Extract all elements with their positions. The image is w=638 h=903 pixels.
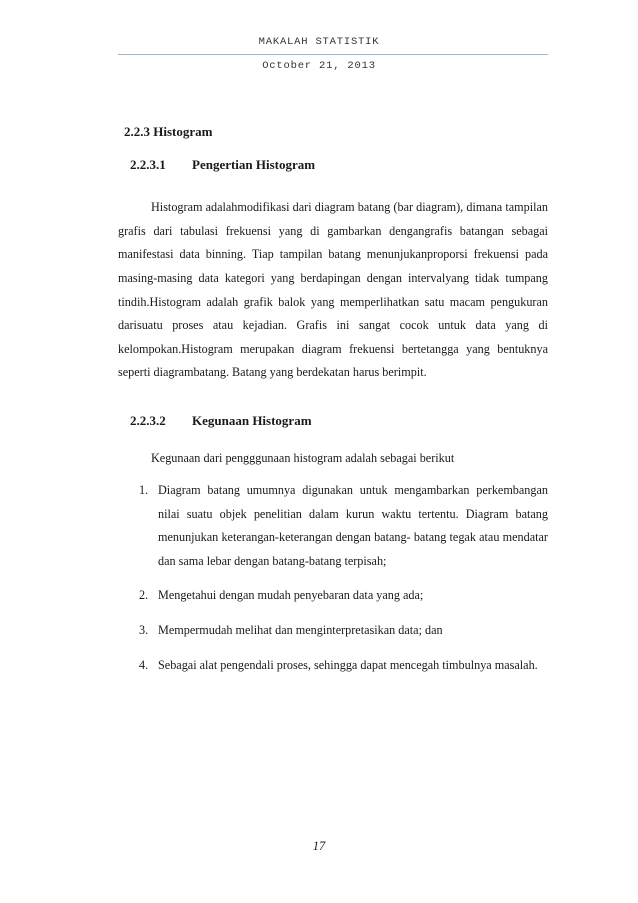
list-item-text: Mengetahui dengan mudah penyebaran data yang ada; bbox=[158, 588, 424, 603]
definition-paragraph: Histogram adalahmodifikasi dari diagram batang (bar diagram), dimana tampilan grafis dari tabulasi frekuensi yang di gambarkan dengangrafis batangan sebagai manifestasi data binning. Tiap tampilan batang menunjukanproporsi frekuensi pada masing-masing data kategori yang berdapingan dengan intervalyang tidak tumpang tindih.Histogram adalah grafik balok yang memperlihatkan satu macam pengukuran darisuatu proses atau kejadian. Grafis ini sangat cocok untuk data yang di kelompokan.Histogram merupakan diagram frekuensi bertetangga yang bentuknya seperti diagrambatang. Batang yang berdekatan harus berimpit. bbox=[118, 200, 548, 380]
section-title: Histogram bbox=[153, 124, 213, 139]
list-item bbox=[139, 584, 548, 608]
usage-list bbox=[139, 479, 548, 688]
section-heading bbox=[124, 124, 212, 140]
list-item-number: 2. bbox=[139, 588, 149, 603]
header-divider bbox=[118, 54, 548, 55]
page-number: 17 bbox=[312, 839, 326, 853]
subsection-number: 2.2.3.2 bbox=[130, 413, 166, 428]
list-item bbox=[139, 479, 548, 573]
list-item-text: Sebagai alat pengendali proses, sehingga dapat mencegah timbulnya masalah. bbox=[158, 657, 538, 672]
list-item-text: Mempermudah melihat dan menginterpretasikan data; dan bbox=[158, 622, 443, 637]
list-item bbox=[139, 654, 548, 678]
usage-intro: Kegunaan dari pengggunaan histogram adalah sebagai berikut bbox=[151, 451, 455, 465]
list-item-text: Diagram batang umumnya digunakan untuk mengambarkan perkembangan nilai suatu objek penelitian dalam kurun waktu tertentu. Diagram batang menunjukan keterangan-keterangan dengan batang- batang tegak atau mendatar dan sama lebar dengan batang-batang terpisah; bbox=[158, 483, 548, 568]
subsection-heading-kegunaan bbox=[130, 413, 312, 429]
subsection-number: 2.2.3.1 bbox=[130, 157, 166, 172]
list-item bbox=[139, 619, 548, 643]
section-number: 2.2.3 bbox=[124, 124, 150, 139]
list-item-number: 3. bbox=[139, 622, 149, 637]
subsection-heading-pengertian bbox=[130, 157, 315, 173]
list-item-number: 1. bbox=[139, 483, 149, 497]
subsection-title: Pengertian Histogram bbox=[192, 157, 316, 172]
running-header-date: October 21, 2013 bbox=[262, 60, 376, 72]
list-item-number: 4. bbox=[139, 657, 149, 672]
running-header-title: MAKALAH STATISTIK bbox=[258, 36, 380, 48]
subsection-title: Kegunaan Histogram bbox=[192, 413, 312, 428]
